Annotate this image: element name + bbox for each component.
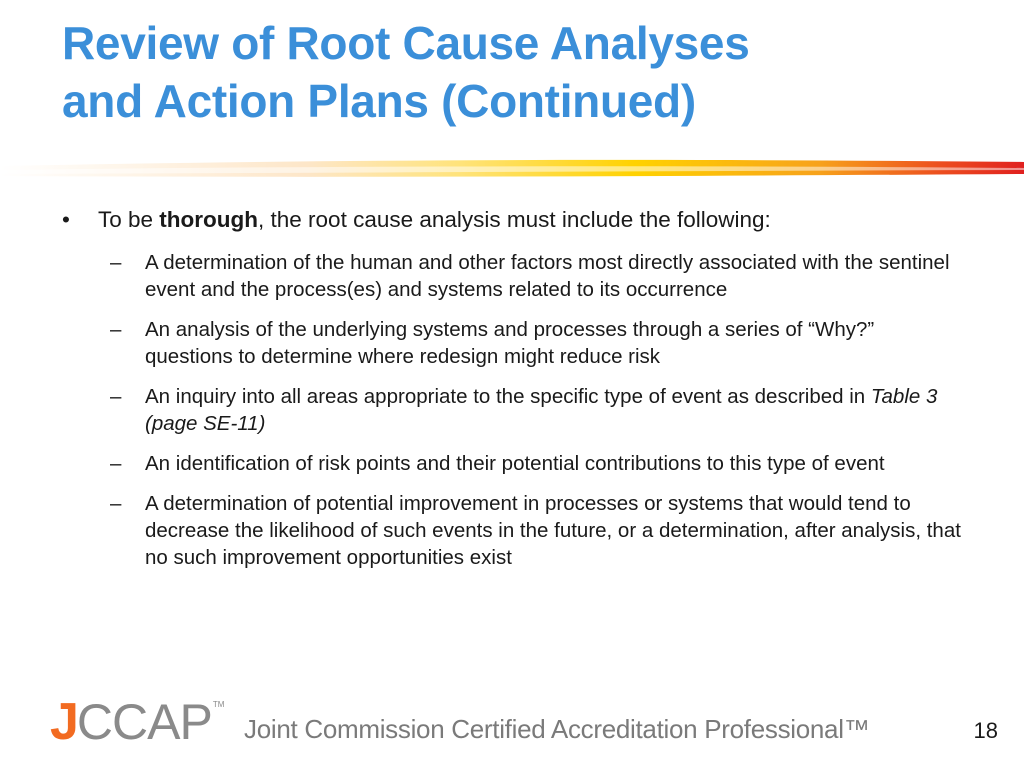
slide-body: [62, 205, 972, 584]
dash-icon: –: [110, 385, 122, 408]
sub-bullet-list: [62, 249, 972, 571]
sub-bullet-item: [62, 249, 972, 303]
sub-bullet-text: An identification of risk points and their potential contributions to this type of event: [145, 452, 885, 475]
decorative-ribbon: [0, 156, 1024, 184]
sub-bullet-item: [62, 316, 972, 370]
table-reference: Table 3 (page SE-11): [145, 385, 938, 435]
dash-icon: –: [110, 452, 122, 475]
bullet-dot-icon: •: [62, 207, 70, 232]
main-bullet: [62, 205, 972, 235]
dash-icon: –: [110, 318, 122, 341]
footer-tagline: Joint Commission Certified Accreditation Professional™: [244, 714, 870, 744]
bullet-suffix: , the root cause analysis must include the following:: [258, 207, 771, 232]
dash-icon: –: [110, 492, 122, 515]
sub-bullet-text: An analysis of the underlying systems and processes through a series of “Why?” questions to determine where redesign might reduce risk: [145, 318, 875, 368]
logo-trademark: TM: [212, 699, 225, 709]
sub-bullet-item: [62, 450, 972, 477]
sub-bullet-item: [62, 383, 972, 437]
page-number: 18: [973, 718, 998, 743]
logo-letter-j: J: [50, 693, 77, 751]
logo-letters: CCAP: [76, 694, 212, 750]
sub-bullet-text: A determination of the human and other factors most directly associated with the sentinel event and the process(es) and systems related to its occurrence: [145, 251, 950, 301]
bullet-prefix: To be: [98, 207, 160, 232]
title-line-2: and Action Plans (Continued): [62, 75, 696, 127]
jccap-logo: [50, 694, 224, 750]
slide-title: [62, 14, 962, 130]
bullet-bold-word: thorough: [159, 207, 259, 232]
title-line-1: Review of Root Cause Analyses: [62, 17, 750, 69]
sub-bullet-text: An inquiry into all areas appropriate to the specific type of event as described in: [145, 385, 871, 408]
sub-bullet-text: A determination of potential improvement in processes or systems that would tend to decrease the likelihood of such events in the future, or a determination, after analysis, that no such improvement opportunities exist: [145, 492, 961, 569]
sub-bullet-item: [62, 490, 972, 571]
dash-icon: –: [110, 251, 122, 274]
